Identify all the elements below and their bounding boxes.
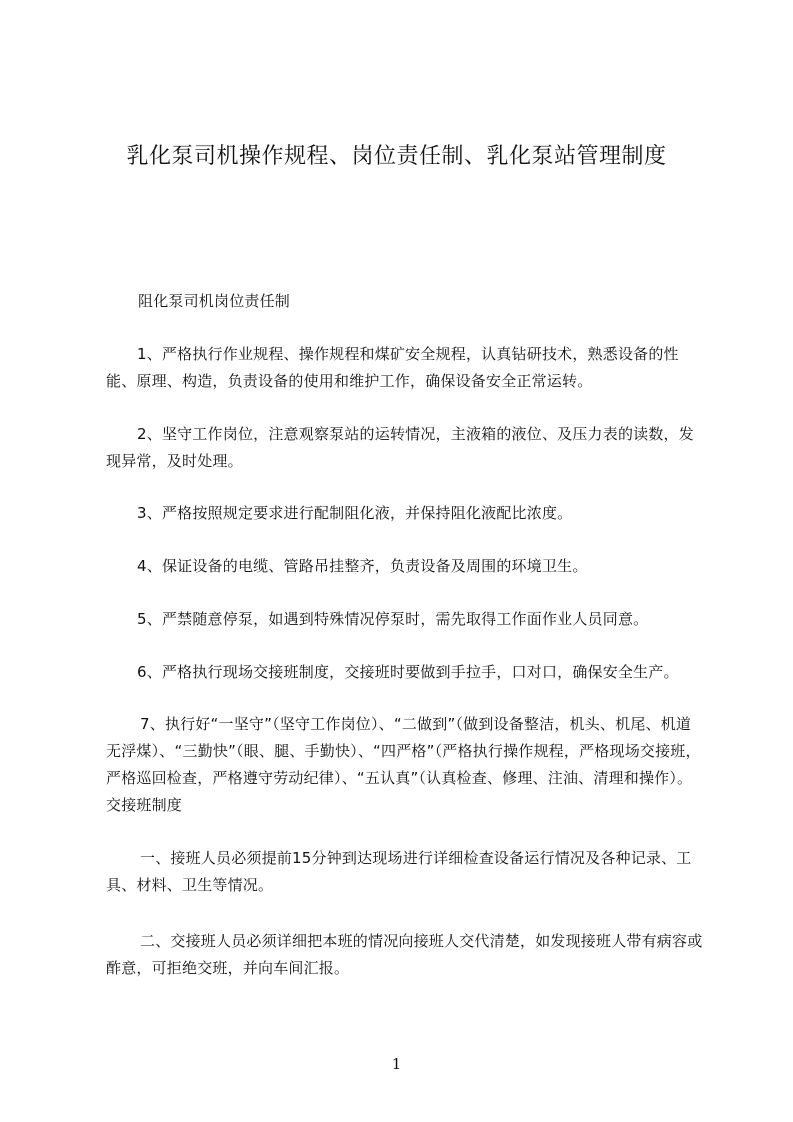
paragraph-8: 一、接班人员必须提前15分钟到达现场进行详细检查设备运行情况及各种记录、工具、材料、卫生等情况。	[106, 849, 692, 894]
paragraph-4: 4、保证设备的电缆、管路吊挂整齐，负责设备及周围的环境卫生。	[137, 557, 588, 575]
paragraph-5: 5、严禁随意停泵，如遇到特殊情况停泵时，需先取得工作面作业人员同意。	[137, 610, 649, 628]
paragraph-7: 7、执行好“一坚守”（坚守工作岗位）、“二做到”（做到设备整洁，机头、机尾、机道无浮煤）、“三勤快”（眼、腿、手勤快）、“四严格”（严格执行操作规程，严格现场交接班，严格巡回检查，严格遵守劳动纪律）、“五认真”（认真检查、修理、注油、清理和操作）。交接班制度	[106, 715, 701, 814]
document-title: 乳化泵司机操作规程、岗位责任制、乳化泵站管理制度	[126, 144, 667, 169]
paragraph-1: 1、严格执行作业规程、操作规程和煤矿安全规程，认真钻研技术，熟悉设备的性能、原理、构造，负责设备的使用和维护工作，确保设备安全正常运转。	[106, 345, 679, 390]
paragraph-6: 6、严格执行现场交接班制度，交接班时要做到手拉手，口对口，确保安全生产。	[137, 663, 679, 681]
paragraph-2: 2、坚守工作岗位，注意观察泵站的运转情况，主液箱的液位、及压力表的读数，发现异常，及时处理。	[106, 425, 694, 470]
section-heading: 阻化泵司机岗位责任制	[138, 292, 291, 310]
paragraph-3: 3、严格按照规定要求进行配制阻化液，并保持阻化液配比浓度。	[137, 504, 573, 522]
paragraph-9: 二、交接班人员必须详细把本班的情况向接班人交代清楚，如发现接班人带有病容或酢意，可拒绝交班，并向车间汇报。	[106, 932, 703, 977]
page-number: 1	[391, 1055, 402, 1073]
